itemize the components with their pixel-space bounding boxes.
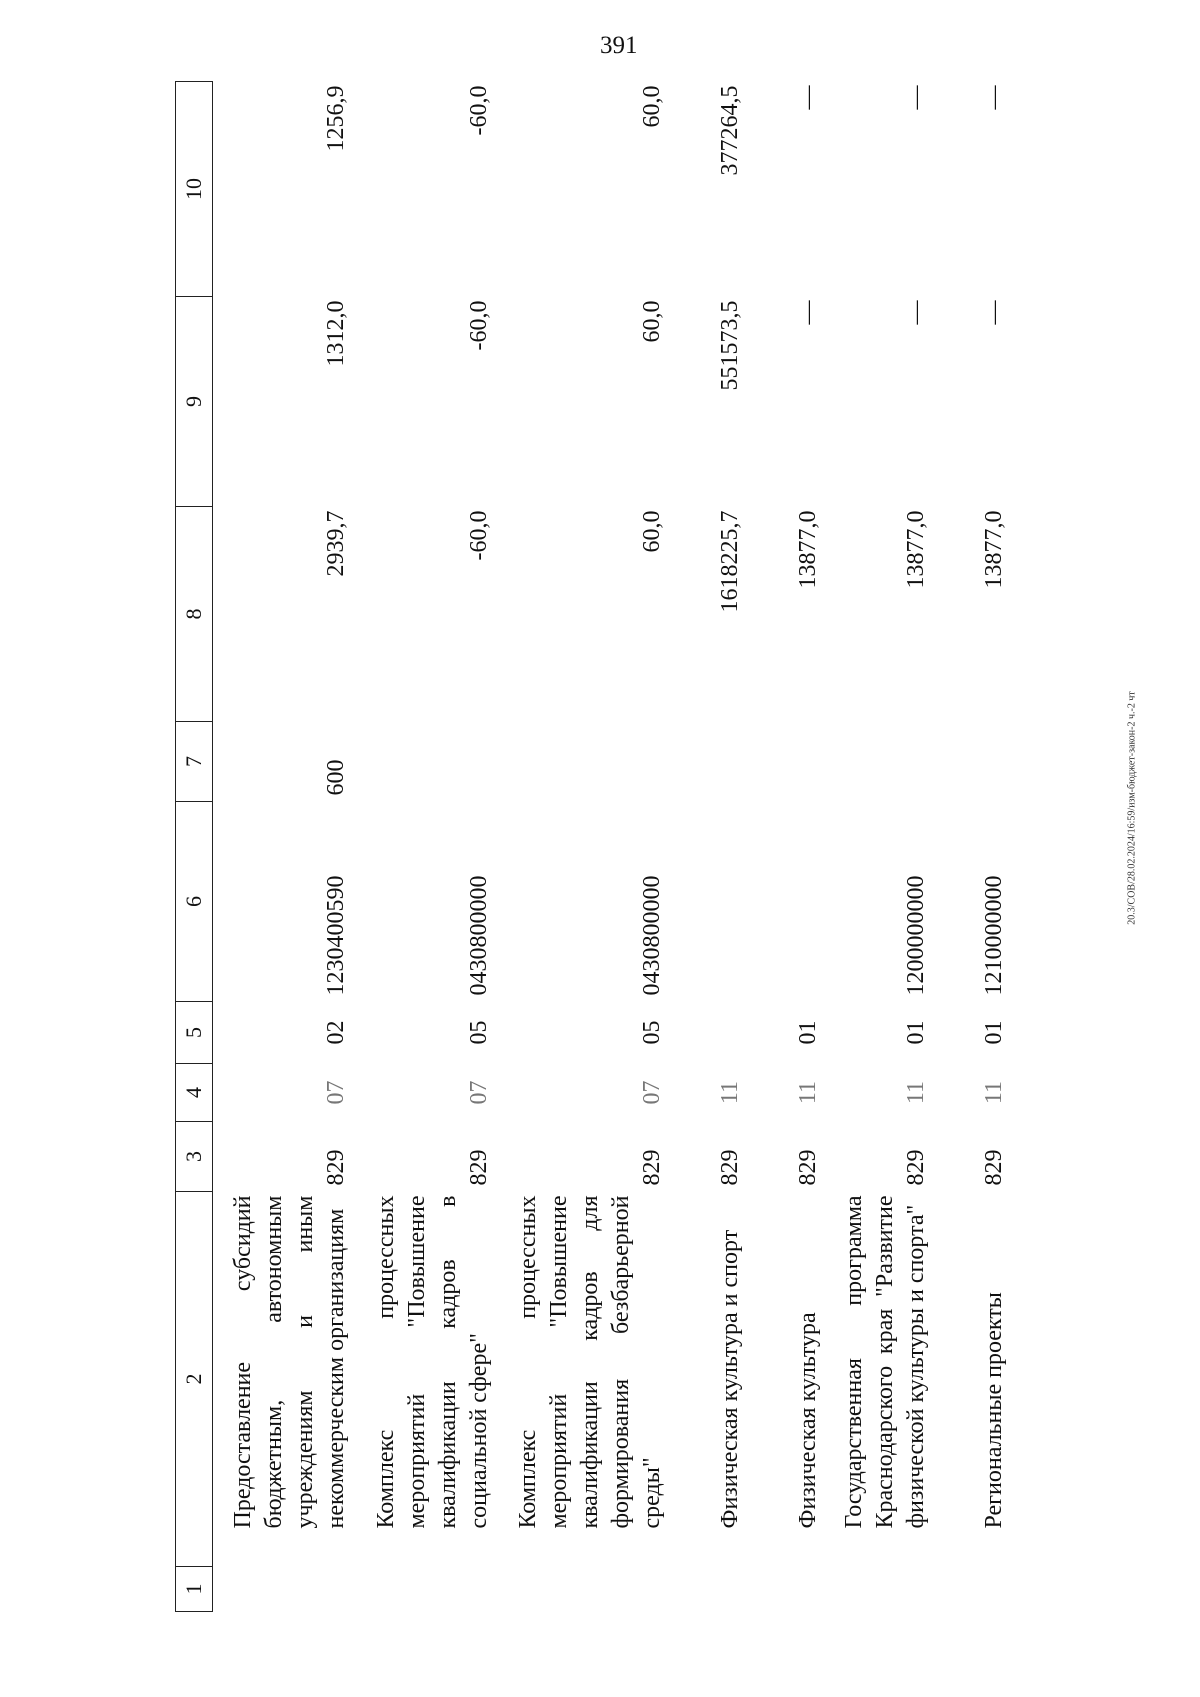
cell-c5: 05: [466, 1020, 492, 1045]
cell-c3: 829: [639, 1149, 665, 1186]
page-number: 391: [600, 32, 638, 59]
cell-c3: 829: [795, 1149, 821, 1186]
cell-c5: 02: [323, 1020, 349, 1045]
header-cell: 4: [176, 1064, 213, 1122]
cell-c9: —: [795, 300, 821, 325]
cell-c4: 07: [639, 1080, 665, 1105]
row-name: Предоставление субсидий бюджетным, автономным учреждениям и иным некоммерческим организациям: [230, 1195, 349, 1529]
cell-c7: [356, 722, 499, 802]
row-name: Физическая культура и спорт: [717, 1229, 743, 1529]
budget-table: [175, 81, 1014, 1612]
row-name: Региональные проекты: [981, 1292, 1007, 1529]
cell-c6: 0430800000: [466, 875, 492, 996]
cell-c6: 1210000000: [981, 875, 1007, 996]
row-name: Физическая культура: [795, 1312, 821, 1529]
cell-c7: [499, 722, 672, 802]
cell-c6: 0430800000: [639, 875, 665, 996]
header-cell: 10: [176, 82, 213, 297]
cell-c6: [750, 802, 828, 1002]
cell-c8: 2939,7: [323, 510, 349, 577]
cell-c7: [750, 722, 828, 802]
cell-c10: —: [903, 85, 929, 110]
rotated-table-container: [175, 82, 1007, 1612]
header-cell: 8: [176, 507, 213, 722]
cell-c3: 829: [466, 1149, 492, 1186]
cell-c4: 07: [323, 1080, 349, 1105]
cell-c9: 60,0: [639, 300, 665, 343]
cell-c5: 01: [795, 1020, 821, 1045]
row-name: Комплекс процессных мероприятий "Повышение квалификации кадров для формирования безбарьерной среды": [515, 1195, 665, 1529]
cell-c8: 13877,0: [795, 510, 821, 589]
cell-c8: 60,0: [639, 510, 665, 553]
cell-c5: 01: [981, 1020, 1007, 1045]
cell-c5: 01: [903, 1020, 929, 1045]
header-cell: 7: [176, 722, 213, 802]
cell-c7: [828, 722, 936, 802]
footer-code: 20.3/СОВ/28.02.2024/16:59/изм-бюджет-закон-2 ч.-2 чт: [1126, 691, 1138, 925]
header-row: [176, 82, 213, 1612]
cell-c10: —: [981, 85, 1007, 110]
header-cell: 1: [176, 1567, 213, 1612]
cell-c8: 1618225,7: [717, 510, 743, 613]
header-cell: 2: [176, 1192, 213, 1567]
cell-c10: 1256,9: [323, 85, 349, 152]
cell-c7: 600: [323, 759, 349, 796]
cell-c9: —: [903, 300, 929, 325]
header-cell: 3: [176, 1122, 213, 1192]
row-name: Государственная программа Краснодарского края "Развитие физической культуры и спорта": [841, 1195, 929, 1529]
cell-c3: 829: [717, 1149, 743, 1186]
cell-c9: -60,0: [466, 300, 492, 351]
cell-c3: 829: [903, 1149, 929, 1186]
cell-c10: -60,0: [466, 85, 492, 136]
cell-c4: 11: [903, 1080, 929, 1105]
cell-c10: 377264,5: [717, 85, 743, 176]
header-cell: 9: [176, 297, 213, 507]
cell-c6: [672, 802, 750, 1002]
cell-c4: 11: [981, 1080, 1007, 1105]
cell-c6: 1230400590: [323, 875, 349, 996]
header-cell: 6: [176, 802, 213, 1002]
cell-c3: 829: [323, 1149, 349, 1186]
cell-c7: [672, 722, 750, 802]
cell-c5: 05: [639, 1020, 665, 1045]
cell-c3: 829: [981, 1149, 1007, 1186]
cell-c5: [672, 1002, 750, 1064]
table-row: [356, 82, 499, 1612]
cell-c4: 11: [717, 1080, 743, 1105]
table-row: [672, 82, 750, 1612]
table-row: [213, 82, 357, 1612]
table-row: [499, 82, 672, 1612]
cell-c4: 11: [795, 1080, 821, 1105]
cell-c9: 1312,0: [323, 300, 349, 367]
cell-c8: -60,0: [466, 510, 492, 561]
cell-c9: —: [981, 300, 1007, 325]
cell-c7: [936, 722, 1014, 802]
table-row: [936, 82, 1014, 1612]
cell-c10: —: [795, 85, 821, 110]
table-row: [828, 82, 936, 1612]
cell-c8: 13877,0: [903, 510, 929, 589]
cell-c10: 60,0: [639, 85, 665, 128]
header-cell: 5: [176, 1002, 213, 1064]
cell-c8: 13877,0: [981, 510, 1007, 589]
cell-c9: 551573,5: [717, 300, 743, 391]
row-name: Комплекс процессных мероприятий "Повышение квалификации кадров в социальной сфере": [373, 1195, 492, 1529]
cell-c4: 07: [466, 1080, 492, 1105]
table-row: [750, 82, 828, 1612]
cell-c6: 1200000000: [903, 875, 929, 996]
